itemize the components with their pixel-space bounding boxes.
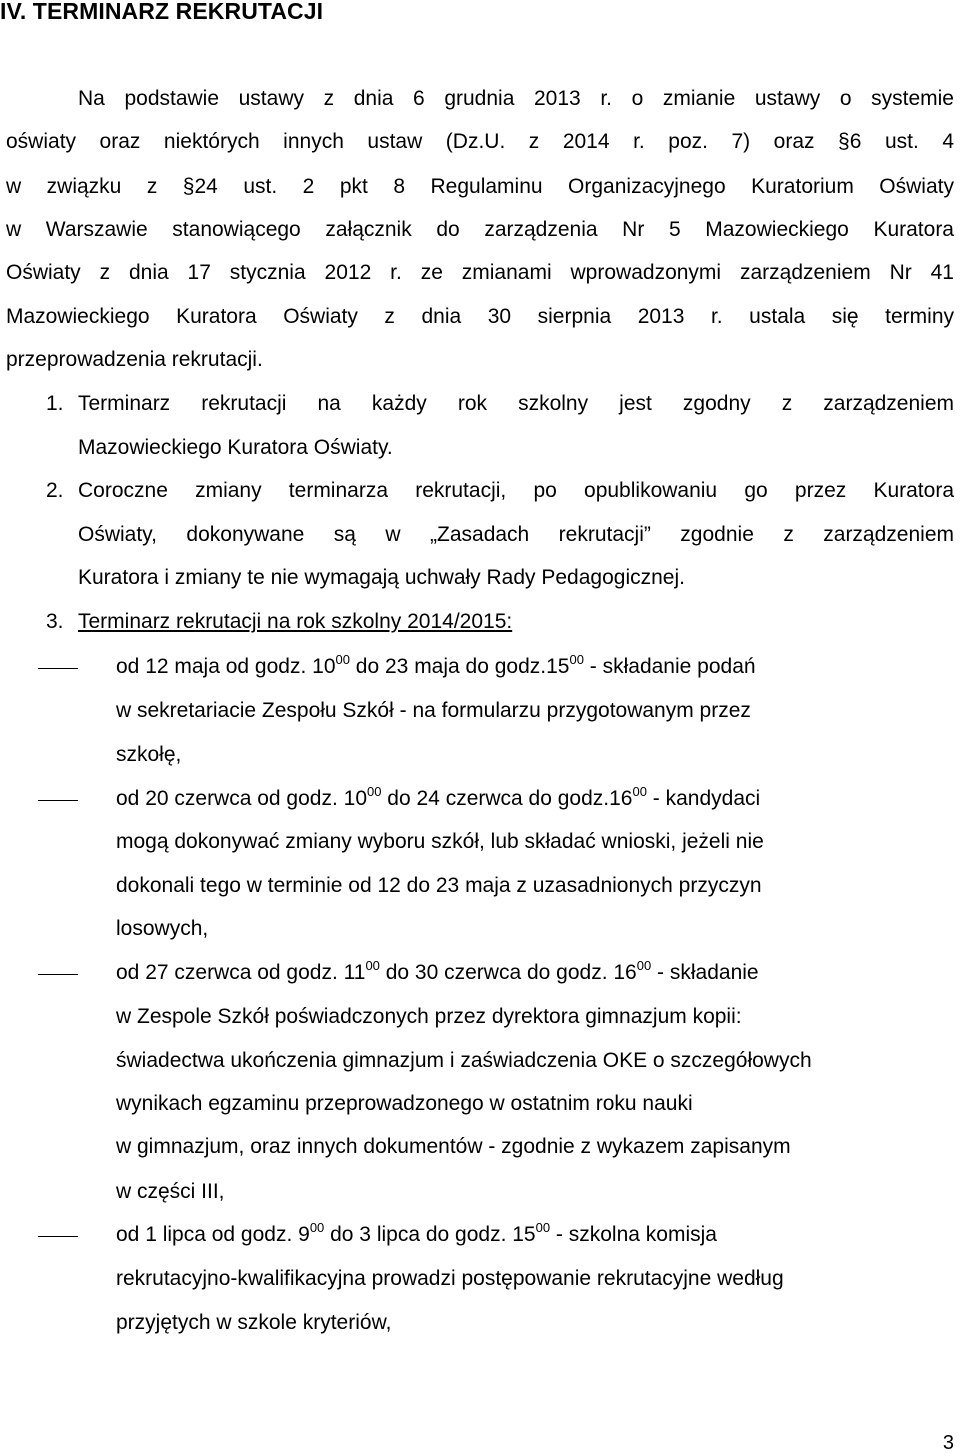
date-range-end: do 30 czerwca do godz. 16 (379, 961, 637, 984)
schedule-item-line: świadectwa ukończenia gimnazjum i zaświadczenia OKE o szczegółowych (116, 1049, 812, 1072)
schedule-item-line: w części III, (116, 1180, 225, 1203)
schedule-item-first-line (116, 1222, 717, 1248)
schedule-item-line: wynikach egzaminu przeprowadzonego w ostatnim roku nauki (116, 1092, 693, 1115)
schedule-item-line: mogą dokonywać zmiany wyboru szkół, lub składać wnioski, jeżeli nie (116, 830, 764, 853)
dash-bullet (38, 974, 78, 975)
point-line: Oświaty, dokonywane są w „Zasadach rekrutacji” zgodnie z zarządzeniem (78, 523, 954, 546)
activity-text: - szkolna komisja (550, 1223, 717, 1246)
point-number: 3. (46, 610, 64, 633)
schedule-item-line: przyjętych w szkole kryteriów, (116, 1311, 392, 1334)
date-range-end: do 23 maja do godz.15 (349, 655, 570, 678)
time-minutes: 00 (569, 652, 584, 667)
schedule-item-line: w Zespole Szkół poświadczonych przez dyrektora gimnazjum kopii: (116, 1005, 742, 1028)
time-minutes: 00 (367, 784, 382, 799)
schedule-item-line: rekrutacyjno-kwalifikacyjna prowadzi postępowanie rekrutacyjne według (116, 1267, 784, 1290)
time-minutes: 00 (636, 958, 652, 973)
date-range-end: do 24 czerwca do godz.16 (381, 787, 633, 810)
date-range-start: od 20 czerwca od godz. 10 (116, 787, 367, 810)
page-number: 3 (942, 1432, 954, 1454)
schedule-item-line: w gimnazjum, oraz innych dokumentów - zgodnie z wykazem zapisanym (116, 1135, 791, 1158)
point-line: Coroczne zmiany terminarza rekrutacji, po opublikowaniu go przez Kuratora (78, 479, 954, 502)
intro-line: w Warszawie stanowiącego załącznik do zarządzenia Nr 5 Mazowieckiego Kuratora (6, 218, 954, 241)
dash-bullet (38, 800, 78, 801)
intro-line: w związku z §24 ust. 2 pkt 8 Regulaminu Organizacyjnego Kuratorium Oświaty (6, 175, 954, 198)
schedule-item-first-line (116, 654, 756, 680)
intro-line: przeprowadzenia rekrutacji. (6, 348, 263, 371)
point-line: Terminarz rekrutacji na każdy rok szkolny jest zgodny z zarządzeniem (78, 392, 954, 415)
time-minutes: 00 (335, 652, 350, 667)
schedule-item-line: w sekretariacie Zespołu Szkół - na formularzu przygotowanym przez (116, 699, 751, 722)
schedule-item-first-line (116, 786, 760, 812)
schedule-item-first-line (116, 960, 759, 986)
schedule-item-line: losowych, (116, 917, 209, 940)
time-minutes: 00 (535, 1220, 551, 1235)
date-range-start: od 27 czerwca od godz. 11 (116, 961, 366, 984)
time-minutes: 00 (632, 784, 647, 799)
schedule-item-line: dokonali tego w terminie od 12 do 23 maja z uzasadnionych przyczyn (116, 874, 762, 897)
date-range-start: od 1 lipca od godz. 9 (116, 1223, 310, 1246)
time-minutes: 00 (309, 1220, 325, 1235)
point-line: Mazowieckiego Kuratora Oświaty. (78, 436, 393, 459)
point-number: 1. (46, 392, 64, 415)
activity-text: - składanie podań (583, 655, 756, 678)
intro-line: oświaty oraz niektórych innych ustaw (Dz.U. z 2014 r. poz. 7) oraz §6 ust. 4 (6, 130, 954, 153)
dash-bullet (38, 1236, 78, 1237)
date-range-end: do 3 lipca do godz. 15 (324, 1223, 536, 1246)
activity-text: - składanie (651, 961, 759, 984)
intro-line: Na podstawie ustawy z dnia 6 grudnia 2013 r. o zmianie ustawy o systemie (78, 87, 954, 110)
schedule-item-line: szkołę, (116, 743, 182, 766)
dash-bullet (38, 668, 78, 669)
activity-text: - kandydaci (646, 787, 761, 810)
date-range-start: od 12 maja od godz. 10 (116, 655, 336, 678)
intro-line: Oświaty z dnia 17 stycznia 2012 r. ze zmianami wprowadzonymi zarządzeniem Nr 41 (6, 261, 954, 284)
section-title: IV. TERMINARZ REKRUTACJI (0, 0, 324, 24)
point-number: 2. (46, 479, 64, 502)
point-line: Kuratora i zmiany te nie wymagają uchwały Rady Pedagogicznej. (78, 566, 685, 589)
intro-line: Mazowieckiego Kuratora Oświaty z dnia 30 sierpnia 2013 r. ustala się terminy (6, 305, 954, 328)
schedule-heading: Terminarz rekrutacji na rok szkolny 2014/2015: (78, 610, 513, 633)
time-minutes: 00 (365, 958, 380, 973)
